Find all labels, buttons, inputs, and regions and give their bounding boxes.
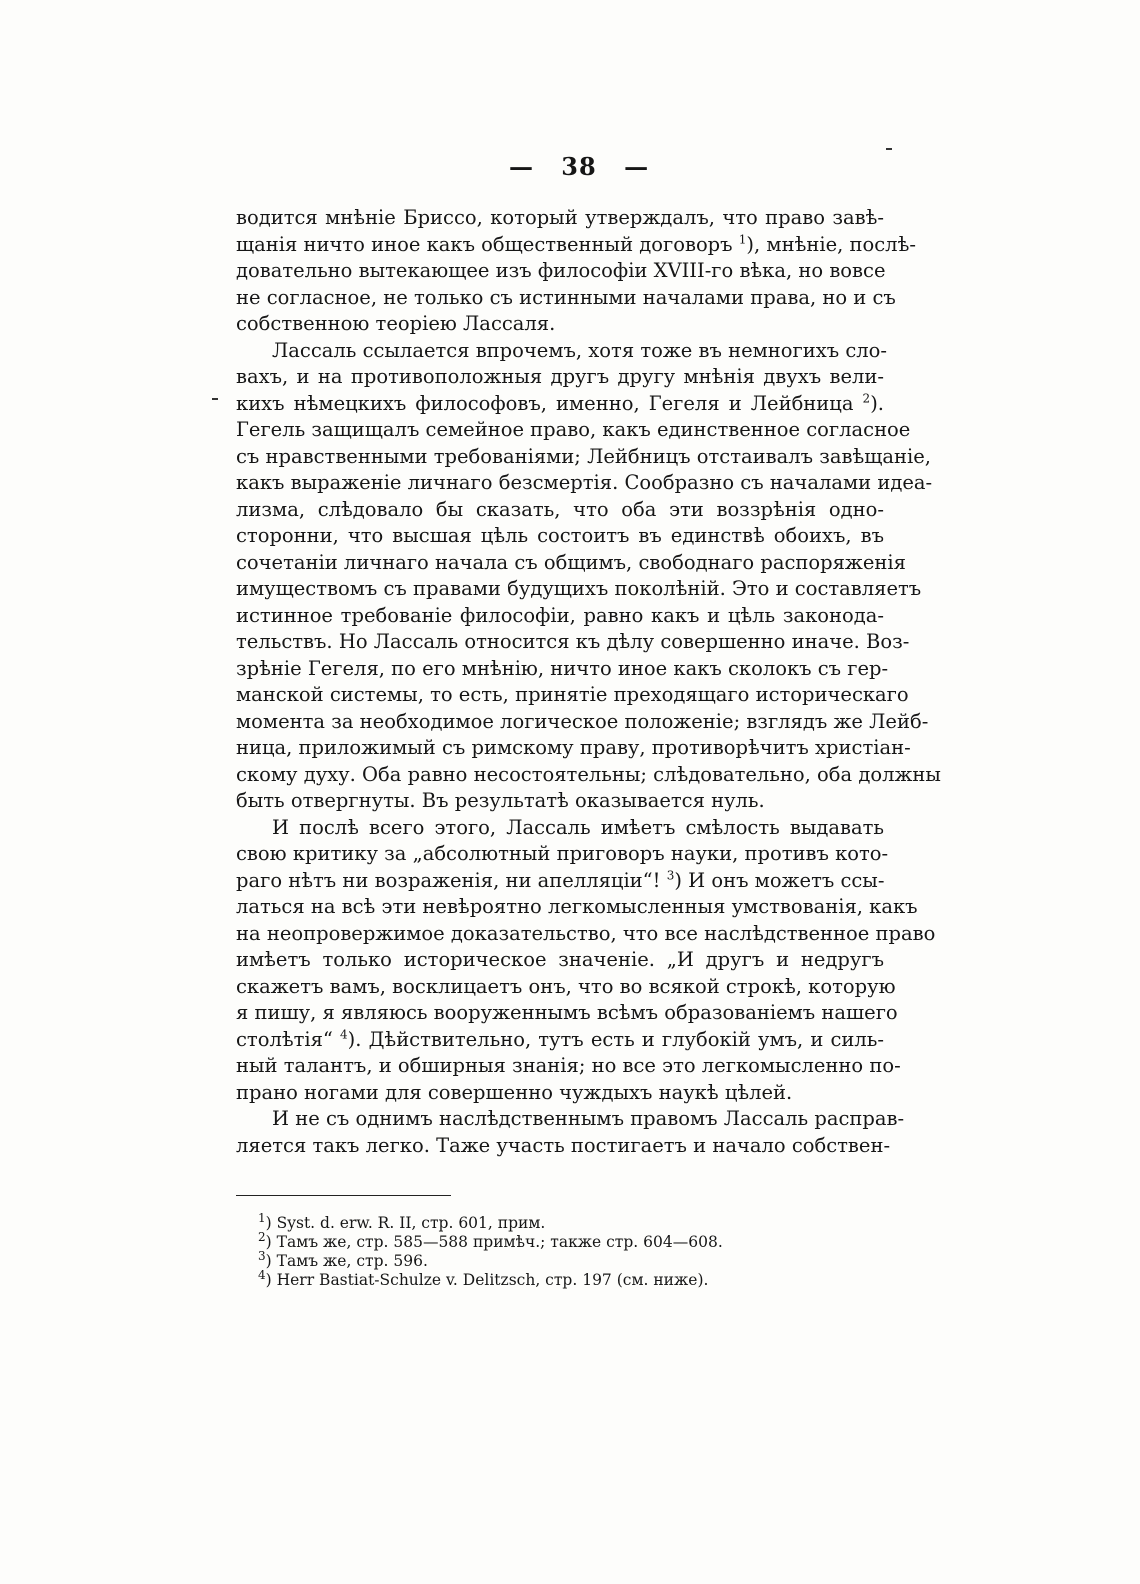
text-line-main: тельствъ. Но Лассаль относится къ дѣлу совершенно иначе. Воз- (236, 630, 910, 653)
footnote (258, 1267, 878, 1290)
text-line-main: водится мнѣніе Бриссо, который утверждалъ, что право завѣ- (236, 206, 884, 229)
text-line-main: довательно вытекающее изъ философіи XVIII-го вѣка, но вовсе (236, 259, 886, 282)
text-line (236, 868, 884, 895)
footnote-number: 1 (258, 1210, 266, 1225)
footnote-text: ) Herr Bastiat-Schulze v. Delitzsch, стр. 197 (см. ниже). (265, 1271, 709, 1289)
text-line-main: не согласное, не только съ истинными началами права, но и съ (236, 285, 896, 309)
footnote-reference: 2 (862, 391, 871, 405)
text-line-main: скому духу. Оба равно несостоятельны; слѣдовательно, оба должны (236, 762, 941, 786)
footnote (258, 1210, 878, 1233)
text-line-main: сторонни, что высшая цѣль состоитъ въ единствѣ обоихъ, въ (236, 524, 884, 547)
text-line-main: вахъ, и на противоположныя другъ другу мнѣнія двухъ вели- (236, 365, 884, 388)
text-line-main: съ нравственными требованіями; Лейбницъ отстаивалъ завѣщаніе, (236, 444, 931, 468)
text-line (236, 682, 909, 709)
text-line (236, 974, 896, 1001)
text-line-main: лизма, слѣдовало бы сказать, что оба эти воззрѣнія одно- (236, 497, 884, 521)
text-line (236, 1133, 891, 1160)
text-line (236, 1000, 898, 1027)
text-line (236, 391, 884, 418)
footnote-separator (236, 1195, 451, 1196)
footnote-text: ) Тамъ же, стр. 585—588 примѣч.; также стр. 604—608. (265, 1233, 723, 1251)
text-line-continuation: ) И онъ можетъ ссы- (674, 868, 885, 892)
text-line (236, 603, 884, 630)
text-line (236, 762, 941, 789)
text-line-continuation: ), мнѣніе, послѣ- (746, 232, 916, 256)
text-line (236, 921, 936, 948)
text-line-main: И не съ однимъ наслѣдственнымъ правомъ Лассаль расправ- (272, 1107, 905, 1130)
scan-mark (886, 148, 892, 150)
text-line-continuation: ). (870, 391, 884, 415)
text-line-main: истинное требованіе философіи, равно какъ и цѣль законода- (236, 603, 884, 627)
text-line (236, 338, 888, 365)
text-line (236, 947, 884, 974)
text-line (236, 576, 922, 603)
page-number-header (0, 152, 1140, 181)
footnote-number: 3 (258, 1248, 266, 1263)
footnote-number: 2 (258, 1229, 266, 1244)
text-line (236, 815, 884, 842)
text-line (236, 1027, 884, 1054)
footnote-reference: 3 (666, 868, 675, 882)
footnote-number: 4 (258, 1267, 266, 1282)
text-line-main: скажетъ вамъ, восклицаетъ онъ, что во всякой строкѣ, которую (236, 974, 896, 998)
text-line (236, 656, 889, 683)
text-line-main: латься на всѣ эти невѣроятно легкомысленныя умствованія, какъ (236, 895, 918, 918)
page-number-dash-left: — (508, 152, 534, 181)
footnote-reference: 4 (340, 1027, 348, 1041)
text-line-main: зрѣніе Гегеля, по его мнѣнію, ничто иное какъ сколокъ съ гер- (236, 656, 889, 680)
text-line (236, 550, 906, 577)
text-line (236, 841, 889, 868)
text-line (236, 444, 931, 471)
text-line-main: имуществомъ съ правами будущихъ поколѣній. Это и составляетъ (236, 577, 922, 600)
text-line-continuation: ). Дѣйствительно, тутъ есть и глубокій умъ, и силь- (347, 1027, 884, 1051)
text-line-main: сочетаніи личнаго начала съ общимъ, свободнаго распоряженія (236, 550, 906, 574)
text-line-main: Лассаль ссылается впрочемъ, хотя тоже въ немногихъ сло- (272, 338, 888, 362)
text-line-main: кихъ нѣмецкихъ философовъ, именно, Гегеля и Лейбница (236, 391, 863, 415)
text-line (236, 788, 884, 815)
text-line-main: прано ногами для совершенно чуждыхъ наукѣ цѣлей. (236, 1080, 793, 1104)
text-line (236, 709, 929, 736)
scan-mark (212, 398, 218, 400)
text-line (236, 205, 884, 232)
text-line-main: раго нѣтъ ни возраженія, ни апелляціи“! (236, 868, 667, 892)
text-line-main: свою критику за „абсолютный приговоръ науки, противъ кото- (236, 842, 889, 865)
text-line-main: имѣетъ только историческое значеніе. „И другъ и недругъ (236, 948, 884, 971)
footnote (258, 1229, 878, 1252)
text-line (236, 285, 896, 312)
text-line (236, 417, 911, 444)
text-line (236, 364, 884, 391)
page-number: 38 (561, 152, 597, 181)
page-number-dash-right: — (624, 152, 650, 181)
footnote-text: ) Syst. d. erw. R. II, стр. 601, прим. (265, 1214, 546, 1232)
text-line-main: щанія ничто иное какъ общественный договоръ (236, 232, 739, 256)
footnote-text: ) Тамъ же, стр. 596. (265, 1252, 428, 1270)
text-line (236, 735, 911, 762)
text-line-main: ный талантъ, и обширныя знанія; но все это легкомысленно по- (236, 1054, 901, 1077)
text-line (236, 629, 910, 656)
text-line-main: я пишу, я являюсь вооруженнымъ всѣмъ образованіемъ нашего (236, 1001, 898, 1024)
body-text (236, 205, 941, 1159)
text-line (236, 258, 884, 285)
text-line (236, 1053, 901, 1080)
text-line (236, 523, 884, 550)
text-line (236, 497, 884, 524)
text-line-main: какъ выраженіе личнаго безсмертія. Сообразно съ началами идеа- (236, 471, 933, 494)
text-line-main: И послѣ всего этого, Лассаль имѣетъ смѣлость выдавать (272, 815, 884, 839)
text-line-main: момента за необходимое логическое положеніе; взглядъ же Лейб- (236, 709, 929, 733)
text-line (236, 232, 916, 259)
text-line (236, 470, 933, 497)
footnote (258, 1248, 878, 1271)
text-line-main: Гегель защищалъ семейное право, какъ единственное согласное (236, 418, 911, 441)
text-line-main: собственною теоріею Лассаля. (236, 312, 556, 335)
footnotes (258, 1210, 878, 1290)
text-line-main: ница, приложимый съ римскому праву, противорѣчитъ христіан- (236, 736, 911, 759)
text-line-main: манской системы, то есть, принятіе преходящаго историческаго (236, 683, 909, 706)
footnote-reference: 1 (738, 232, 747, 246)
text-line-main: на неопровержимое доказательство, что все наслѣдственное право (236, 921, 936, 945)
text-line (236, 311, 884, 338)
text-line-main: столѣтія“ (236, 1027, 341, 1051)
text-line (236, 1080, 884, 1107)
text-line (236, 1106, 905, 1133)
text-line-main: быть отвергнуты. Въ результатѣ оказывается нуль. (236, 789, 765, 812)
text-line-main: ляется такъ легко. Таже участь постигаетъ и начало собствен- (236, 1133, 891, 1157)
text-line (236, 894, 918, 921)
